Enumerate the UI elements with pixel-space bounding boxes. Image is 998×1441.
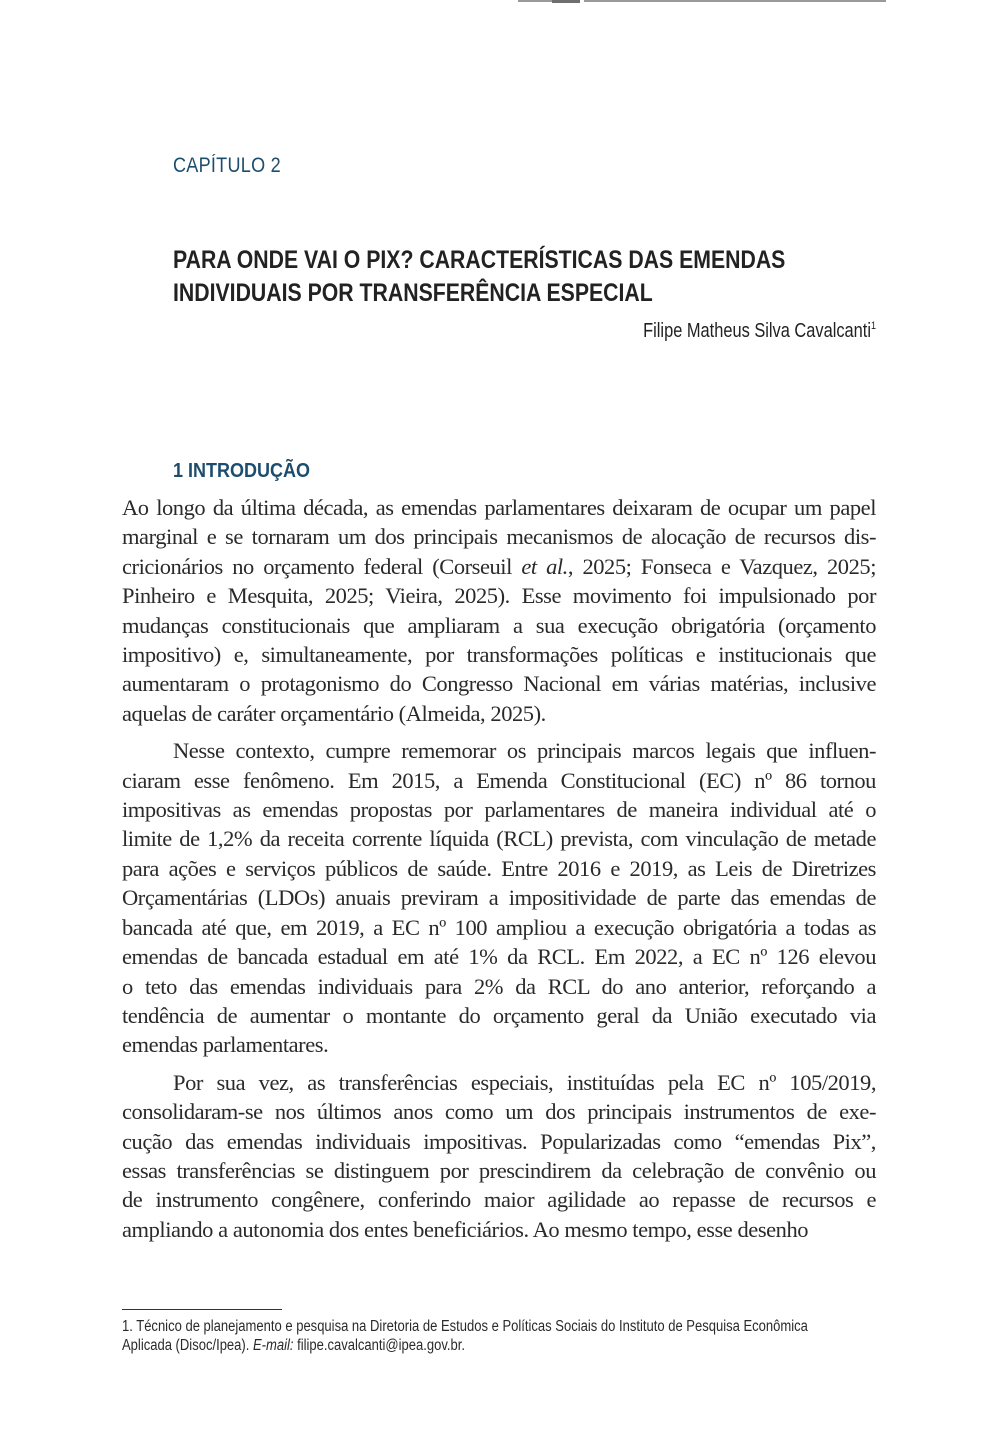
paragraph-line: consolidaram-se nos últimos anos como um dos principais instrumentos de exe-	[122, 1099, 876, 1125]
author-name-text: Filipe Matheus Silva Cavalcanti	[643, 320, 871, 342]
footnote-separator	[122, 1309, 282, 1310]
paragraph-line: impositivas as emendas propostas por parlamentares de maneira individual até o	[122, 797, 876, 823]
paragraph-line: o teto das emendas individuais para 2% da RCL do ano anterior, reforçando a	[122, 973, 876, 999]
paragraph-line: limite de 1,2% da receita corrente líquida (RCL) prevista, com vinculação de metade	[122, 826, 876, 852]
paragraph-line: impositivo) e, simultaneamente, por transformações políticas e institucionais que	[122, 642, 876, 668]
section-heading: 1 INTRODUÇÃO	[173, 460, 311, 482]
paragraph-line: emendas parlamentares.	[122, 1032, 329, 1058]
header-rule-right	[584, 0, 886, 2]
footnote	[122, 1317, 876, 1355]
paragraph-line: de instrumento congênere, conferindo maior agilidade ao repasse de recursos e	[122, 1187, 876, 1213]
paragraph-line: ciaram esse fenômeno. Em 2015, a Emenda Constitucional (EC) nº 86 tornou	[122, 767, 876, 793]
paragraph-line: bancada até que, em 2019, a EC nº 100 ampliou a execução obrigatória a todas as	[122, 914, 876, 940]
chapter-title-line-2: INDIVIDUAIS POR TRANSFERÊNCIA ESPECIAL	[173, 279, 653, 307]
footnote-line-1: 1. Técnico de planejamento e pesquisa na Diretoria de Estudos e Políticas Sociais do Instituto de Pesquisa Econômica	[122, 1318, 808, 1335]
paragraph-line: Ao longo da última década, as emendas parlamentares deixaram de ocupar um papel	[122, 495, 876, 520]
paragraph-2	[122, 736, 876, 1059]
paragraph-line: ampliando a autonomia dos entes beneficiários. Ao mesmo tempo, esse desenho	[122, 1216, 809, 1242]
author-footnote-marker[interactable]: 1	[870, 320, 876, 332]
paragraph-line: essas transferências se distinguem por prescindirem da celebração de convênio ou	[122, 1157, 876, 1183]
paragraph-line: aumentaram o protagonismo do Congresso Nacional em várias matérias, inclusive	[122, 671, 876, 697]
author-name	[643, 320, 876, 343]
paragraph-line: Pinheiro e Mesquita, 2025; Vieira, 2025). Esse movimento foi impulsionado por	[122, 583, 876, 609]
footnote-affiliation: Aplicada (Disoc/Ipea).	[122, 1337, 253, 1354]
footnote-line-2	[122, 1336, 755, 1355]
footnote-email-label: E-mail:	[252, 1337, 294, 1354]
paragraph-line: para ações e serviços públicos de saúde. Entre 2016 e 2019, as Leis de Diretrizes	[122, 855, 876, 881]
body-text	[122, 493, 876, 1252]
paragraph-line: mudanças constitucionais que ampliaram a sua execução obrigatória (orçamento	[122, 612, 876, 638]
header-rule-left	[518, 0, 552, 2]
paragraph-line: Por sua vez, as transferências especiais, instituídas pela EC nº 105/2019,	[173, 1069, 876, 1095]
header-rule-mark	[552, 0, 580, 3]
paragraph-line: cução das emendas individuais impositivas. Popularizadas como “emendas Pix”,	[122, 1128, 876, 1154]
paragraph-line: emendas de bancada estadual em até 1% da RCL. Em 2022, a EC nº 126 elevou	[122, 944, 876, 970]
paragraph-line: aquelas de caráter orçamentário (Almeida, 2025).	[122, 700, 546, 726]
chapter-title-line-1: PARA ONDE VAI O PIX? CARACTERÍSTICAS DAS EMENDAS	[173, 246, 786, 274]
paragraph-line: marginal e se tornaram um dos principais mecanismos de alocação de recursos dis-	[122, 524, 876, 550]
paragraph-line: Nesse contexto, cumpre rememorar os principais marcos legais que influen-	[173, 738, 876, 764]
footnote-email[interactable]: filipe.cavalcanti@ipea.gov.br.	[293, 1337, 465, 1354]
paragraph-line: cricionários no orçamento federal (Corseuil et al., 2025; Fonseca e Vazquez, 2025;	[122, 553, 876, 579]
paragraph-line: tendência de aumentar o montante do orçamento geral da União executado via	[122, 1002, 876, 1028]
paragraph-3	[122, 1068, 876, 1244]
paragraph-line: Orçamentárias (LDOs) anuais previram a impositividade de parte das emendas de	[122, 885, 876, 911]
chapter-label: CAPÍTULO 2	[173, 154, 281, 177]
chapter-title	[173, 244, 785, 310]
paragraph-1	[122, 493, 876, 728]
